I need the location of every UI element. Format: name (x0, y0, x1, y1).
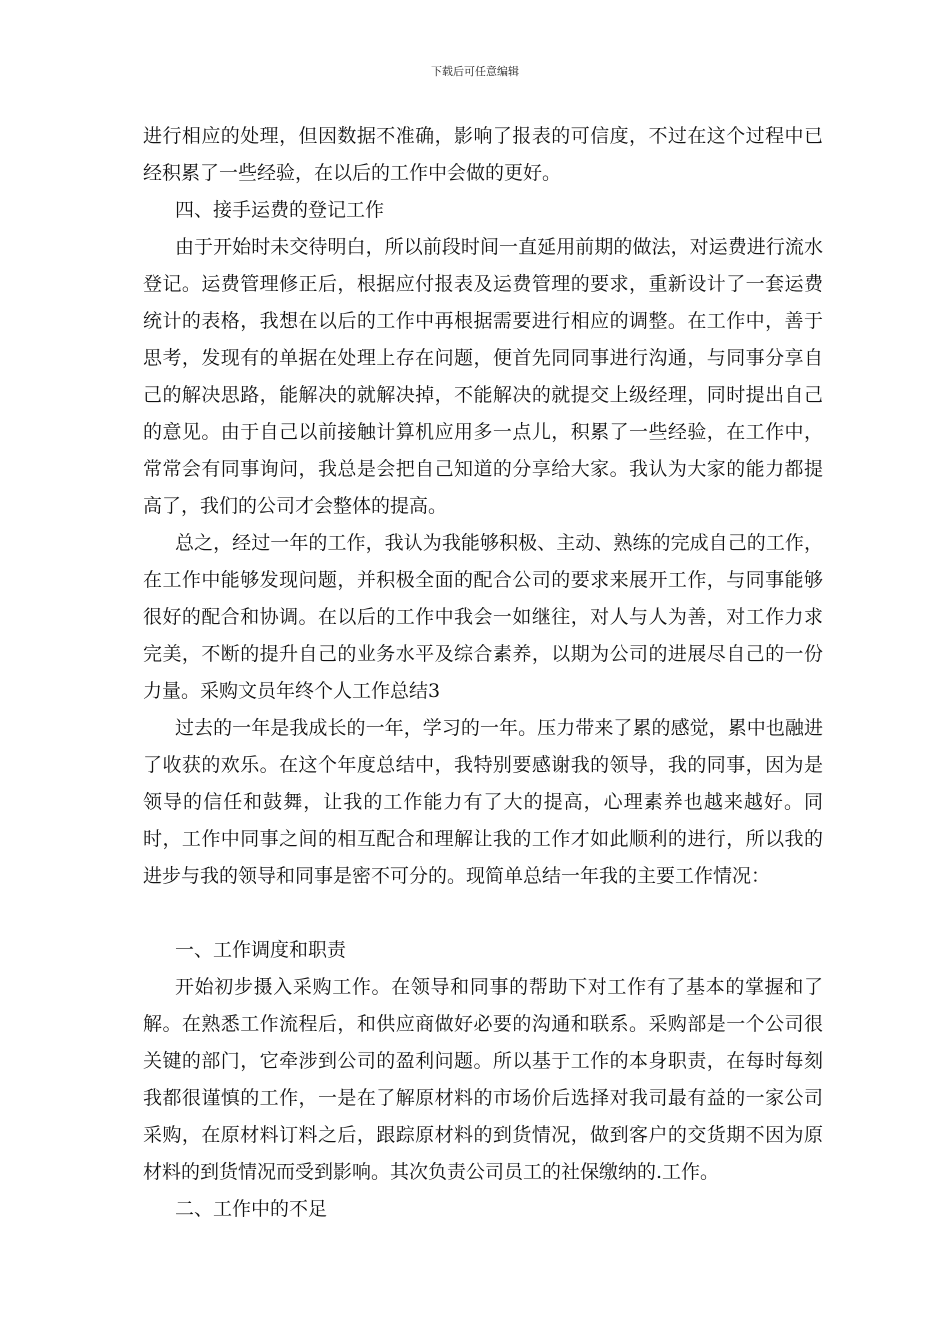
paragraph-continuation: 进行相应的处理，但因数据不准确，影响了报表的可信度，不过在这个过程中已经积累了一些经验，在以后的工作中会做的更好。 (143, 125, 823, 184)
paragraph-freight: 由于开始时未交待明白，所以前段时间一直延用前期的做法，对运费进行流水登记。运费管理修正后，根据应付报表及运费管理的要求，重新设计了一套运费统计的表格，我想在以后的工作中再根据需要进行相应的调整。在工作中，善于思考，发现有的单据在处理上存在问题，便首先同同事进行沟通，与同事分享自己的解决思路，能解决的就解决掉，不能解决的就提交上级经理，同时提出自己的意见。由于自己以前接触计算机应用多一点儿，积累了一些经验，在工作中，常常会有同事询问，我总是会把自己知道的分享给大家。我认为大家的能力都提高了，我们的公司才会整体的提高。 (143, 236, 823, 517)
section-heading-4: 四、接手运费的登记工作 (175, 199, 385, 221)
section-heading-1: 一、工作调度和职责 (175, 939, 347, 961)
paragraph-past-year: 过去的一年是我成长的一年，学习的一年。压力带来了累的感觉，累中也融进了收获的欢乐。在这个年度总结中，我特别要感谢我的领导，我的同事，因为是领导的信任和鼓舞，让我的工作能力有了大的提高，心理素养也越来越好。同时，工作中同事之间的相互配合和理解让我的工作才如此顺利的进行，所以我的进步与我的领导和同事是密不可分的。现简单总结一年我的主要工作情况： (143, 717, 823, 887)
paragraph-summary: 总之，经过一年的工作，我认为我能够积极、主动、熟练的完成自己的工作，在工作中能够发现问题，并积极全面的配合公司的要求来展开工作，与同事能够很好的配合和协调。在以后的工作中我会一如继往，对人与人为善，对工作力求完美，不断的提升自己的业务水平及综合素养，以期为公司的进展尽自己的一份力量。采购文员年终个人工作总结3 (143, 532, 823, 702)
page-header: 下载后可任意编辑 (431, 65, 519, 78)
paragraph-procurement: 开始初步摄入采购工作。在领导和同事的帮助下对工作有了基本的掌握和了解。在熟悉工作流程后，和供应商做好必要的沟通和联系。采购部是一个公司很关键的部门，它牵涉到公司的盈利问题。所以基于工作的本身职责，在每时每刻我都很谨慎的工作，一是在了解原材料的市场价后选择对我司最有益的一家公司采购，在原材料订料之后，跟踪原材料的到货情况，做到客户的交货期不因为原材料的到货情况而受到影响。其次负责公司员工的社保缴纳的.工作。 (143, 976, 823, 1183)
document-body (143, 118, 823, 1228)
section-heading-2: 二、工作中的不足 (175, 1198, 328, 1220)
blank-line (143, 895, 823, 932)
